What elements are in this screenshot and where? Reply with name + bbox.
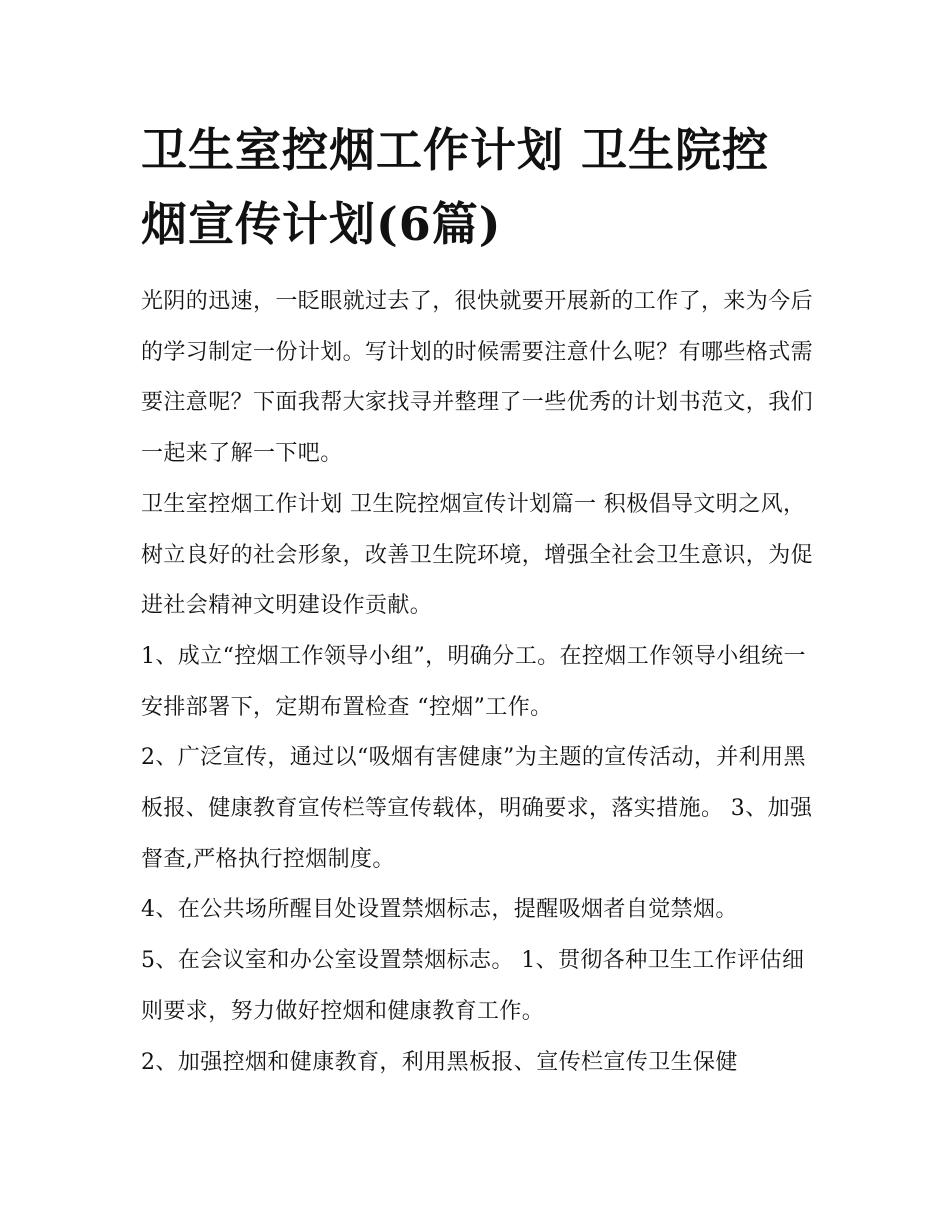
paragraph-item-1: 1、成立“控烟工作领导小组”，明确分工。在控烟工作领导小组统一安排部署下，定期布置检查 “控烟”工作。 [141, 643, 806, 720]
paragraph-part-one: 卫生室控烟工作计划 卫生院控烟宣传计划篇一 积极倡导文明之风，树立良好的社会形象，改善卫生院环境，增强全社会卫生意识，为促进社会精神文明建设作贡献。 [141, 491, 814, 619]
paragraph-item-2-3: 2、广泛宣传，通过以“吸烟有害健康”为主题的宣传活动，并利用黑板报、健康教育宣传栏等宣传载体，明确要求，落实措施。 3、加强督查,严格执行控烟制度。 [141, 745, 813, 872]
document-title: 卫生室控烟工作计划 卫生院控烟宣传计划(6篇) [141, 123, 770, 251]
paragraph-intro: 光阴的迅速，一眨眼就过去了，很快就要开展新的工作了，来为今后的学习制定一份计划。写计划的时候需要注意什么呢？有哪些格式需要注意呢？下面我帮大家找寻并整理了一些优秀的计划书范文，我们一起来了解一下吧。 [141, 289, 814, 467]
paragraph-item-5-1: 5、在会议室和办公室设置禁烟标志。 1、贯彻各种卫生工作评估细则要求，努力做好控烟和健康教育工作。 [141, 948, 805, 1024]
paragraph-item-4: 4、在公共场所醒目处设置禁烟标志，提醒吸烟者自觉禁烟。 [141, 897, 738, 923]
paragraph-item-2b: 2、加强控烟和健康教育，利用黑板报、宣传栏宣传卫生保健 [141, 1049, 738, 1075]
document-page [141, 113, 813, 1088]
